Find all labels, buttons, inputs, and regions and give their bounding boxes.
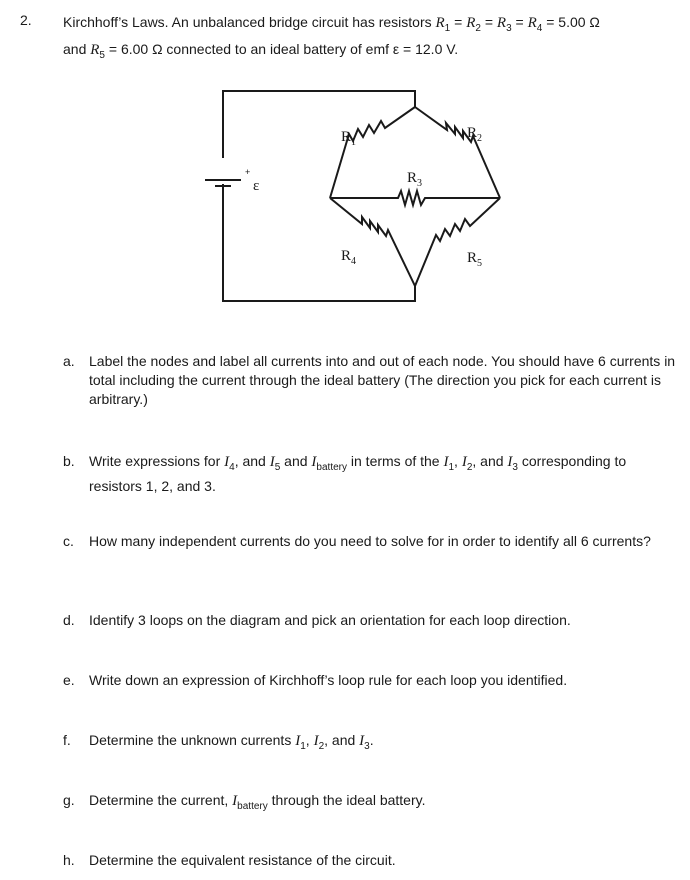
question-number: 2. bbox=[20, 12, 32, 28]
question-intro: Kirchhoff’s Laws. An unbalanced bridge circuit has resistors $R_1 = R_2 = R_3 = R_4 = 5.00$ Ω and $R_5 = 6.00$ Ω connected to an ideal battery of emf ε = 12.0 V. bbox=[63, 14, 600, 61]
resistor-r5 bbox=[415, 198, 500, 286]
part-b-label: b. bbox=[63, 453, 75, 469]
part-f-text: Determine the unknown currents $I_1$, $I_2$, and $I_3$. bbox=[89, 732, 374, 752]
part-e-label: e. bbox=[63, 672, 75, 688]
part-a-text: Label the nodes and label all currents into and out of each node. You should have 6 currents in total including the current through the ideal battery (The direction you pick for each current is arbitrary.) bbox=[89, 353, 676, 407]
part-a bbox=[63, 352, 678, 409]
part-c bbox=[63, 532, 678, 551]
part-d bbox=[63, 611, 678, 630]
part-d-text: Identify 3 loops on the diagram and pick an orientation for each loop direction. bbox=[89, 612, 571, 628]
part-c-text: How many independent currents do you need to solve for in order to identify all 6 currents? bbox=[89, 533, 651, 549]
part-a-label: a. bbox=[63, 353, 75, 369]
part-h-text: Determine the equivalent resistance of the circuit. bbox=[89, 852, 396, 868]
battery-plus-sign: + bbox=[245, 167, 251, 177]
part-b bbox=[63, 452, 678, 496]
part-g-label: g. bbox=[63, 792, 75, 808]
r2-label: $R_2$ bbox=[467, 125, 483, 144]
part-h-label: h. bbox=[63, 852, 75, 868]
bridge-circuit-diagram bbox=[195, 80, 515, 310]
resistor-r2 bbox=[415, 107, 500, 198]
part-e bbox=[63, 671, 678, 690]
part-b-text: Write expressions for $I_4$, and $I_5$ and $I_{battery}$ in terms of the $I_1$, $I_2$, and $I_3$ corresponding to resistors 1, 2, and 3. bbox=[89, 453, 627, 494]
part-h bbox=[63, 851, 678, 870]
resistor-r3 bbox=[330, 191, 500, 205]
part-e-text: Write down an expression of Kirchhoff’s loop rule for each loop you identified. bbox=[89, 672, 568, 688]
emf-symbol: ε bbox=[253, 178, 260, 194]
r4-label: $R_4$ bbox=[341, 248, 357, 267]
part-c-label: c. bbox=[63, 533, 74, 549]
part-g-text: Determine the current, $I_{battery}$ through the ideal battery. bbox=[89, 792, 426, 812]
resistor-r4 bbox=[330, 198, 415, 286]
r5-label: $R_5$ bbox=[467, 250, 483, 269]
part-f bbox=[63, 731, 678, 756]
wire-bottom bbox=[223, 184, 415, 301]
r1-label: $R_1$ bbox=[341, 129, 357, 148]
part-g bbox=[63, 791, 678, 816]
resistor-r1 bbox=[330, 107, 415, 198]
wire-top bbox=[223, 91, 415, 158]
part-d-label: d. bbox=[63, 612, 75, 628]
part-f-label: f. bbox=[63, 732, 71, 748]
r3-label: $R_3$ bbox=[407, 170, 423, 189]
